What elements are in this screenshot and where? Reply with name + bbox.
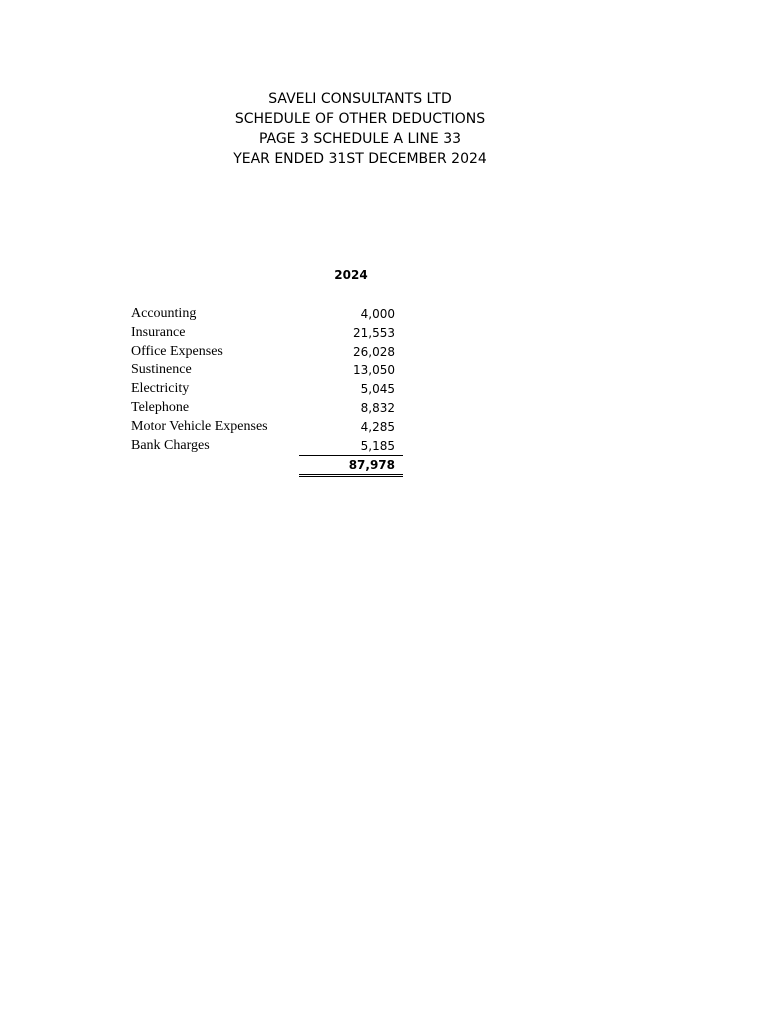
row-label: Insurance <box>131 324 186 340</box>
row-label: Bank Charges <box>131 437 210 453</box>
schedule-title: SCHEDULE OF OTHER DEDUCTIONS <box>234 111 486 127</box>
row-amount: 5,185 <box>360 438 395 453</box>
schedule-reference: PAGE 3 SCHEDULE A LINE 33 <box>258 131 462 147</box>
total-rule-top <box>299 455 403 456</box>
table-row <box>131 418 403 437</box>
row-label: Electricity <box>131 381 190 397</box>
table-row <box>131 343 403 362</box>
year-column-header: 2024 <box>334 268 368 282</box>
total-amount: 87,978 <box>348 458 395 472</box>
row-amount: 8,832 <box>360 400 395 415</box>
row-amount: 21,553 <box>353 325 395 340</box>
row-label: Sustinence <box>131 362 192 378</box>
company-name: SAVELI CONSULTANTS LTD <box>268 91 452 107</box>
row-amount: 4,285 <box>360 419 395 434</box>
table-row <box>131 305 403 324</box>
row-label: Telephone <box>131 399 190 415</box>
row-amount: 5,045 <box>360 382 395 397</box>
row-label: Office Expenses <box>131 343 223 359</box>
total-double-rule <box>299 474 403 477</box>
row-amount: 13,050 <box>353 363 395 378</box>
table-row <box>131 437 403 456</box>
table-row <box>131 380 403 399</box>
row-amount: 4,000 <box>360 307 395 321</box>
row-amount: 26,028 <box>353 344 395 359</box>
document-header <box>0 89 720 169</box>
table-row <box>131 399 403 418</box>
deductions-table <box>131 305 403 455</box>
table-row <box>131 361 403 380</box>
table-row <box>131 324 403 343</box>
row-label: Accounting <box>131 306 197 321</box>
row-label: Motor Vehicle Expenses <box>131 418 268 434</box>
reporting-period: YEAR ENDED 31ST DECEMBER 2024 <box>233 151 487 167</box>
